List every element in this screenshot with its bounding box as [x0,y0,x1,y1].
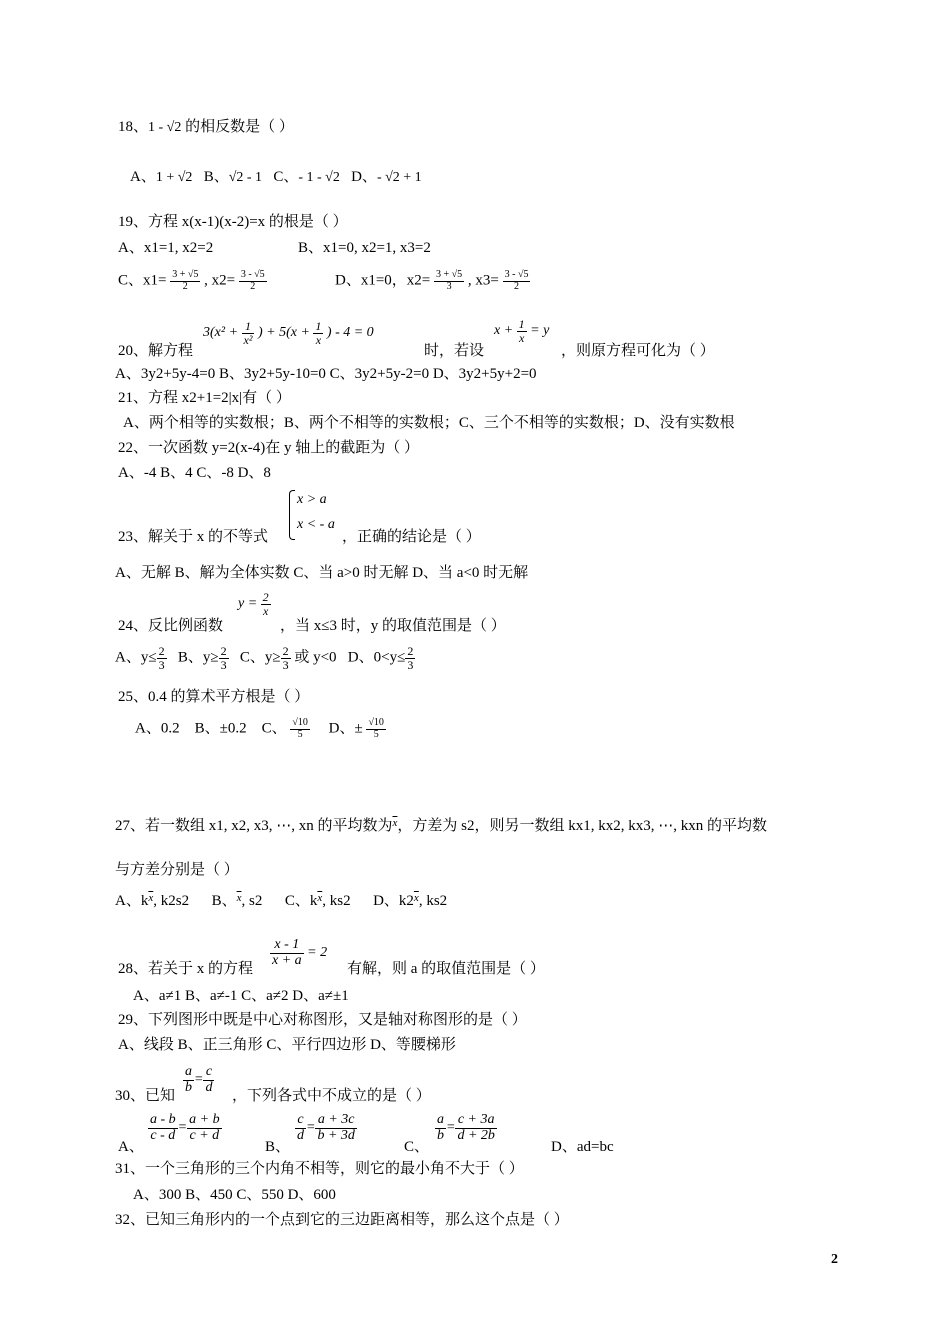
q27-stem-line-2: 与方差分别是（ ） [115,862,239,878]
q24-function: y = $\frac{2}{x}$ [238,590,269,618]
q31-options: A、300 B、450 C、550 D、600 [133,1187,336,1203]
q30-option-b: $\frac{c}{d}$ = $\frac{a + 3c}{b + 3d}$ [297,1112,355,1143]
q30-given-ratio: $\frac{a}{b}$ = $\frac{c}{d}$ [185,1064,213,1095]
q23-pre: 23、解关于 x 的不等式 [118,529,269,545]
q20-pre: 20、解方程 [118,343,194,359]
q22-options: A、-4 B、4 C、-8 D、8 [118,465,271,481]
q27-options: A、$k^{\overline{x}}$, k2s2 B、$^{\overline{x}}$, s2 C、$k^{\overline{x}}$, ks2 D、k2$^{\overline{x}}$, ks2 [115,892,448,909]
q30-post: ，下列各式中不成立的是（ ） [232,1088,431,1104]
q25-d-fraction: $\frac{√10}{5}$ [368,717,384,740]
q27-stem: 27、若一数组 x1, x2, x3, ⋯, xn 的平均数为$^{\overline{x}}$，方差为 s2，则另一数组 kx1, kx2, kx3, ⋯, kxn 的平均数 [115,817,767,834]
q31-stem: 31、一个三角形的三个内角不相等，则它的最小角不大于（ ） [115,1161,524,1177]
q20-mid: 时，若设 [424,343,485,359]
q32-stem: 32、已知三角形内的一个点到它的三边距离相等，那么这个点是（ ） [115,1212,569,1228]
q30-a-label: A、 [118,1139,144,1155]
q20-equation: 3(x² + $\frac{1}{\text{x²}}$ ) + 5(x + $\frac{1}{x}$ ) - 4 = 0 [203,319,374,347]
q25-stem: 25、0.4 的算术平方根是（ ） [118,689,310,705]
q20-post: ，则原方程可化为（ ） [561,343,715,359]
q19-c-fraction-2: $\frac{3 - √5}{2}$ [240,269,265,292]
q18-expr: 1 - √2 [148,120,182,135]
q23-post: ，正确的结论是（ ） [342,529,481,545]
q20-substitution: x + $\frac{1}{x}$ = y [494,317,550,345]
q19-c-fraction-1: $\frac{3 + √5}{2}$ [172,269,199,292]
q28-post: 有解，则 a 的取值范围是（ ） [347,961,545,977]
q23-system-brace [289,490,295,540]
q18-option-c: - 1 - √2 [298,170,340,185]
q18-option-d: - √2 + 1 [376,170,422,185]
q21-stem: 21、方程 x2+1=2|x|有（ ） [118,390,291,406]
page-number: 2 [831,1252,838,1267]
q19-d-fraction-2: $\frac{3 - √5}{2}$ [504,269,529,292]
q30-option-c: $\frac{a}{b}$ = $\frac{c + 3a}{d + 2b}$ [437,1112,495,1143]
q19-option-c: C、x1= $\frac{3 + √5}{2}$ , x2= $\frac{3 - √5}{2}$ [118,269,265,292]
q28-pre: 28、若关于 x 的方程 [118,961,254,977]
q19-option-a: A、x1=1, x2=2 [118,240,214,256]
q18-option-b: √2 - 1 [228,170,263,185]
q30-pre: 30、已知 [115,1088,176,1104]
q30-option-d: D、ad=bc [551,1139,614,1155]
q20-options: A、3y2+5y-4=0 B、3y2+5y-10=0 C、3y2+5y-2=0 D、3y2+5y+2=0 [115,366,537,382]
q24-d-fraction: $\frac{2}{3}$ [407,644,414,672]
q28-equation: $\frac{x - 1}{x + a}$ = 2 [272,937,328,968]
q29-options: A、线段 B、正三角形 C、平行四边形 D、等腰梯形 [118,1037,456,1053]
q23-system-line-2: x < - a [297,517,335,532]
q18-options: A、1 + √2 B、√2 - 1 C、- 1 - √2 D、- √2 + 1 [130,169,422,185]
q19-option-d: D、x1=0，x2= $\frac{3 + √5}{3}$ , x3= $\frac{3 - √5}{2}$ [335,269,529,292]
q21-options: A、两个相等的实数根；B、两个不相等的实数根；C、三个不相等的实数根；D、没有实数根 [123,415,735,431]
q22-stem: 22、一次函数 y=2(x-4)在 y 轴上的截距为（ ） [118,440,419,456]
q18-option-a: 1 + √2 [155,170,193,185]
q24-pre: 24、反比例函数 [118,618,224,634]
q27-mean-symbol: x [392,817,398,829]
q28-options: A、a≠1 B、a≠-1 C、a≠2 D、a≠±1 [133,988,349,1004]
q19-stem: 19、方程 x(x-1)(x-2)=x 的根是（ ） [118,214,348,230]
q24-c-fraction: $\frac{2}{3}$ [282,644,289,672]
q24-a-fraction: $\frac{2}{3}$ [158,644,165,672]
q25-options: A、0.2 B、±0.2 C、 $\frac{√10}{5}$ D、± $\frac{√10}{5}$ [135,717,384,740]
q24-post: ，当 x≤3 时，y 的取值范围是（ ） [280,618,506,634]
q30-c-label: C、 [404,1139,430,1155]
q18-stem: 18、1 - √2 的相反数是（ ） [118,119,294,135]
q24-b-fraction: $\frac{2}{3}$ [220,644,227,672]
q19-d-fraction-1: $\frac{3 + √5}{3}$ [436,269,463,292]
q23-system-line-1: x > a [297,492,327,507]
q23-options: A、无解 B、解为全体实数 C、当 a>0 时无解 D、当 a<0 时无解 [115,565,529,581]
q24-options: A、y≤ $\frac{2}{3}$ B、y≥ $\frac{2}{3}$ C、y≥ $\frac{2}{3}$ 或 y<0 D、0<y≤ $\frac{2}{3}$ [115,644,414,672]
q25-c-fraction: $\frac{√10}{5}$ [292,717,308,740]
q30-b-label: B、 [265,1139,291,1155]
q30-option-a: $\frac{a - b}{c - d}$ = $\frac{a + b}{c + d}$ [150,1112,220,1143]
q19-option-b: B、x1=0, x2=1, x3=2 [298,240,431,256]
q29-stem: 29、下列图形中既是中心对称图形，又是轴对称图形的是（ ） [118,1012,527,1028]
